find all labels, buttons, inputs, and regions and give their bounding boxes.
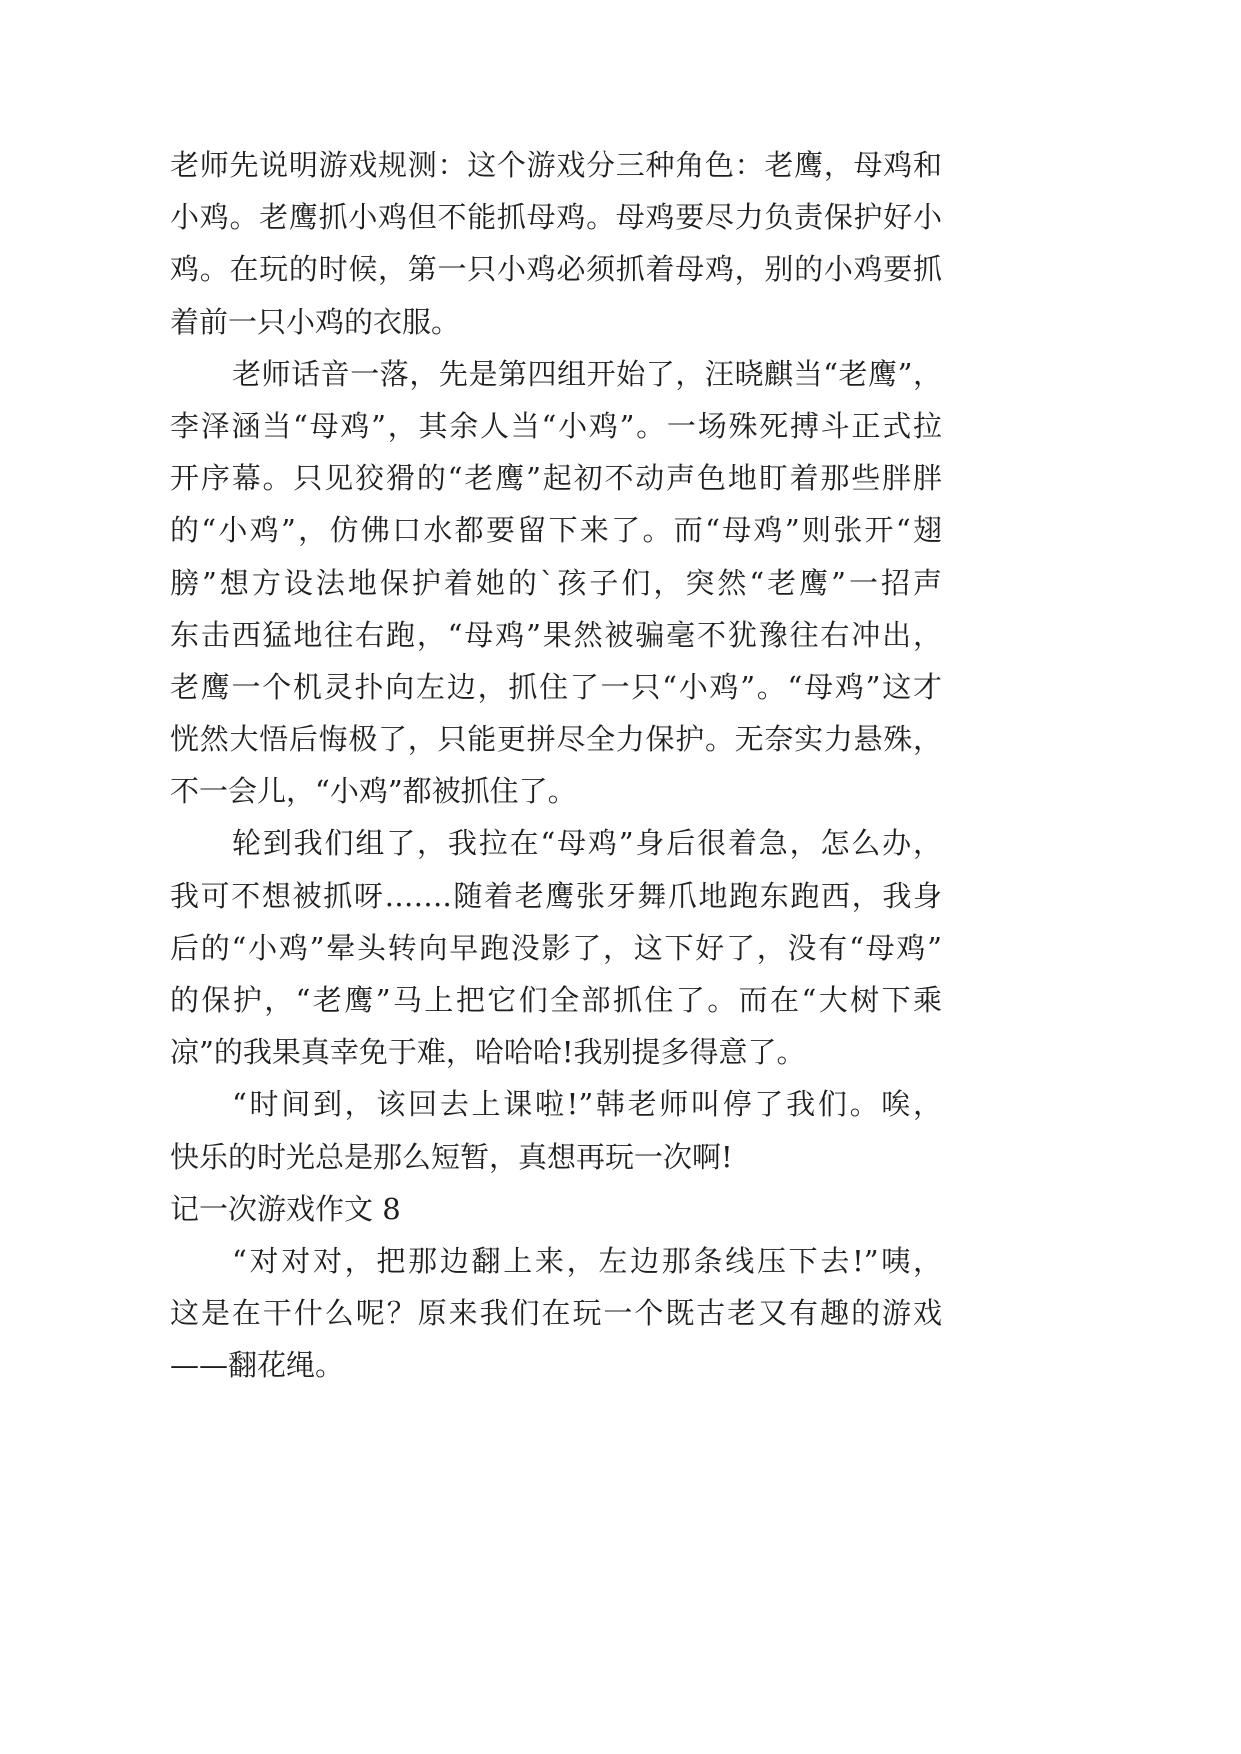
text-line: 这是在干什么呢？原来我们在玩一个既古老又有趣的游戏: [170, 1296, 942, 1331]
essay-title: 记一次游戏作文 8: [170, 1191, 401, 1226]
text-line: 我可不想被抓呀…….随着老鹰张牙舞爪地跑东跑西，我身: [170, 878, 942, 913]
text-line: 后的“小鸡”晕头转向早跑没影了，这下好了，没有“母鸡”: [170, 930, 942, 965]
text-line: 东击西猛地往右跑，“母鸡”果然被骗毫不犹豫往右冲出，: [170, 617, 942, 652]
text-line: 的“小鸡”，仿佛口水都要留下来了。而“母鸡”则张开“翅: [170, 513, 942, 548]
text-line: 快乐的时光总是那么短暂，真想再玩一次啊!: [170, 1139, 733, 1174]
paragraph: [170, 1078, 942, 1182]
paragraph: [170, 139, 942, 348]
text-line: “对对对，把那边翻上来，左边那条线压下去!”咦，: [232, 1243, 942, 1278]
text-line: 恍然大悟后悔极了，只能更拼尽全力保护。无奈实力悬殊，: [170, 722, 942, 757]
text-line: 膀”想方设法地保护着她的`孩子们，突然“老鹰”一招声: [170, 565, 942, 600]
text-line: “时间到，该回去上课啦!”韩老师叫停了我们。唉，: [232, 1087, 942, 1122]
text-line: 的保护，“老鹰”马上把它们全部抓住了。而在“大树下乘: [170, 983, 942, 1017]
text-line: 老鹰一个机灵扑向左边，抓住了一只“小鸡”。“母鸡”这才: [170, 669, 942, 704]
text-line: 老师话音一落，先是第四组开始了，汪晓麒当“老鹰”，: [232, 356, 942, 391]
text-line: 凉”的我果真幸免于难，哈哈哈!我别提多得意了。: [170, 1035, 806, 1070]
text-line: 开序幕。只见狡猾的“老鹰”起初不动声色地盯着那些胖胖: [170, 461, 942, 496]
text-line: 鸡。在玩的时候，第一只小鸡必须抓着母鸡，别的小鸡要抓: [170, 252, 942, 287]
text-line: 李泽涵当“母鸡”，其余人当“小鸡”。一场殊死搏斗正式拉: [170, 408, 942, 443]
text-line: ——翻花绳。: [170, 1348, 345, 1383]
text-line: 小鸡。老鹰抓小鸡但不能抓母鸡。母鸡要尽力负责保护好小: [170, 200, 942, 235]
text-line: 老师先说明游戏规测：这个游戏分三种角色：老鹰，母鸡和: [170, 148, 942, 182]
paragraph: [170, 348, 942, 818]
document-body: [170, 139, 942, 1392]
paragraph: [170, 817, 942, 1078]
text-line: 不一会儿，“小鸡”都被抓住了。: [170, 774, 577, 809]
paragraph: [170, 1235, 942, 1392]
text-line: 轮到我们组了，我拉在“母鸡”身后很着急，怎么办，: [232, 826, 942, 861]
text-line: 着前一只小鸡的衣服。: [170, 304, 461, 339]
